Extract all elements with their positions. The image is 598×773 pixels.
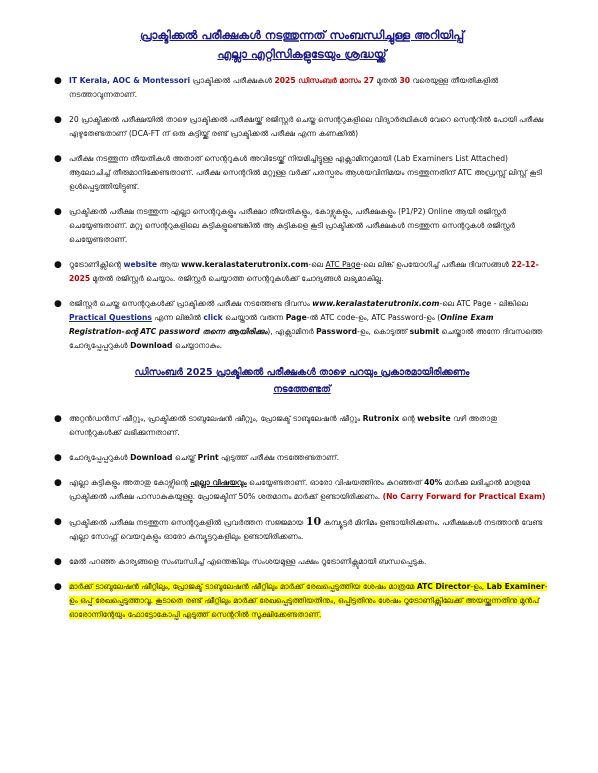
- bullet-icon: ●: [54, 154, 62, 164]
- highlighted-note: മാർക്ക് ടാബുലേഷൻ ഷീറ്റിലും, പ്രോജക്ട് ടാബുലേഷൻ ഷീറ്റിലും മാർക്ക് രേഖപ്പെടുത്തിയ ശേഷം മാത്രമേ ATC Director-ഉം, Lab Examiner-ഉം ഒപ്പ് രേഖപ്പെടുത്താവൂ. കൂടാതെ രണ്ട് ഷീറ്റിലും മാർക്ക് രേഖപ്പെടുത്തിയതിനും, ഒപ്പിട്ടതിനും ശേഷം റൂട്രോണിക്സിലേക്ക് അയയ്ക്കുന്നതിനു മുൻപ് ഓരോന്നിന്റേയും ഫോട്ടോകോപ്പി എടുത്ത് സെന്ററിൽ സൂക്ഷിക്കേണ്ടതാണ്.: [69, 582, 548, 619]
- section-heading: ഡിസംബർ 2025 പ്രാക്ടിക്കൽ പരീക്ഷകൾ താഴെ പറയും പ്രകാരമായിരിക്കണം നടത്തേണ്ടത്: [134, 367, 470, 395]
- instruction-list: [54, 74, 550, 353]
- website-link[interactable]: www.keralastaterutronix.com: [181, 260, 309, 269]
- bullet-icon: ●: [54, 260, 62, 270]
- list-item: ● മേൽ പറഞ്ഞ കാര്യങ്ങളെ സംബന്ധിച്ച് എന്തെങ്കിലും സംശയമുള്ള പക്ഷം റൂട്രോണിക്സുമായി ബന്ധപ്പെടുക.: [54, 557, 427, 567]
- list-item: ● പ്രാക്ടിക്കൽ പരീക്ഷ നടത്തുന്ന എല്ലാ സെന്ററുകളും പരീക്ഷാ തീയതികളും, കോഴ്സുകളും, പരീക്ഷകളും (P1/P2) Online ആയി രജിസ്റ്റർ ചെയ്യേണ്ടതാണ്. മറ്റു സെന്ററുകളിലെ കുട്ടികളുണ്ടെങ്കിൽ ആ കുട്ടികളെ കൂടി പ്രാക്ടിക്കൽ പരീക്ഷകൾ നടത്തുന്ന സെന്ററുകൾ രജിസ്റ്റർ ചെയ്യേണ്ടതാണ്.: [54, 207, 515, 244]
- list-item: ● IT Kerala, AOC & Montessori പ്രാക്ടിക്കൽ പരീക്ഷകൾ 2025 ഡിസംബർ മാസം 27 മുതൽ 30 വരെയുള്ള തീയതികളിൽ നടത്താവുന്നതാണ്.: [54, 76, 499, 99]
- bullet-icon: ●: [54, 414, 62, 424]
- list-item: ● പരീക്ഷ നടത്തുന്ന തീയതികൾ അതാത് സെന്ററുകൾ അവിടേയ്ക്ക് നിയമിച്ചിട്ടുള്ള എക്സാമിനറുമായി (Lab Examiners List Attached) ആലോചിച്ച് തീരുമാനിക്കേണ്ടതാണ്. പരീക്ഷ സെന്ററിൽ മറ്റുള്ള വർക്ക് പരസ്പരം ആശയവിനിമയം നടത്തുന്നതിന് ATC അഡ്രസ്സ് ലിസ്റ്റ് കൂടി ഉൾപ്പെടുത്തിയിട്ടുണ്ട്.: [54, 154, 542, 191]
- bullet-icon: ●: [54, 557, 62, 567]
- list-item: ● രജിസ്റ്റർ ചെയ്ത സെന്ററുകൾക്ക് പ്രാക്ടിക്കൽ പരീക്ഷ നടത്തേണ്ട ദിവസം www.keralastaterutronix.com-ലെ ATC Page - ലിങ്കിലെ Practical Questions എന്ന ലിങ്കിൽ click ചെയ്താൽ വരുന്ന Page-ൽ ATC code-ഉം, ATC Password-ഉം (Online Exam Registration-ന്റെ ATC password തന്നെ ആയിരിക്കും), എക്സാമിനർ Password-ഉം, കൊടുത്ത് submit ചെയ്താൽ അന്നേ ദിവസത്തെ ചോദ്യപ്പേപ്പറുകൾ Download ചെയ്യാനാകും.: [54, 299, 543, 350]
- list-item: ● റൂട്രോണിക്സിന്റെ website ആയ www.keralastaterutronix.com-ലെ ATC Page-ലെ ലിങ്ക് ഉപയോഗിച്ച് പരീക്ഷ ദിവസങ്ങൾ 22-12-2025 മുതൽ രജിസ്റ്റർ ചെയ്യാം. രജിസ്റ്റർ ചെയ്യാത്ത സെന്ററുകൾക്ക് ചോദ്യങ്ങൾ ലഭ്യമാകില്ല.: [54, 260, 539, 283]
- list-item: [54, 580, 550, 622]
- bullet-icon: ●: [54, 517, 62, 527]
- bullet-icon: ●: [54, 76, 62, 86]
- bullet-icon: ●: [54, 478, 62, 488]
- bullet-icon: ●: [54, 582, 62, 592]
- atc-page-link[interactable]: ATC Page: [325, 260, 361, 269]
- bullet-icon: ●: [54, 299, 62, 309]
- website-link[interactable]: www.keralastaterutronix.com: [312, 299, 440, 308]
- document-subtitle: എല്ലാ എറ്റിസികളുടേയും ശ്രദ്ധയ്ക്ക്: [217, 47, 387, 61]
- bullet-icon: ●: [54, 115, 62, 125]
- list-item: ● അറ്റൻഡൻസ് ഷീറ്റും, പ്രാക്ടിക്കൽ ടാബുലേഷൻ ഷീറ്റും, പ്രോജക്ട് ടാബുലേഷൻ ഷീറ്റും Rutronix ന്റെ website വഴി അതാതു സെന്ററുകൾക്ക് ലഭിക്കുന്നതാണ്.: [54, 414, 498, 437]
- list-item: ● ചോദ്യപ്പേപ്പറുകൾ Download ചെയ്ത് Print എടുത്ത് പരീക്ഷ നടത്തേണ്ടതാണ്.: [54, 453, 340, 463]
- list-item: ● പ്രാക്ടിക്കൽ പരീക്ഷ നടത്തുന്ന സെന്ററുകളിൽ പ്രവർത്തന സജ്ജമായ 10 കമ്പ്യൂട്ടർ മിനിമം ഉണ്ടായിരിക്കണം. പരീക്ഷകൾ നടത്താൻ വേണ്ട എല്ലാ സോഫ്റ്റ് വെയറുകളും ഓരോ കമ്പ്യൂട്ടറുകളിലും ഉണ്ടായിരിക്കണം.: [54, 515, 543, 541]
- list-item: ● എല്ലാ കുട്ടികളും അതാതു കോഴ്സിന്റെ എല്ലാ വിഷയവും ചെയ്യേണ്ടതാണ്. ഓരോ വിഷയത്തിനും കുറഞ്ഞത് 40% മാർക്കു ലഭിച്ചാൽ മാത്രമേ പ്രാക്ടിക്കൽ പരീക്ഷ പാസാകുകയുള്ളു. പ്രോജക്ടിന് 50% ശതമാനം മാർക്ക് ഉണ്ടായിരിക്കണം. (No Carry Forward for Practical Exam): [54, 478, 546, 501]
- practical-questions-link[interactable]: Practical Questions: [69, 313, 152, 322]
- list-item: ● 20 പ്രാക്ടിക്കൽ പരീക്ഷയിൽ താഴെ പ്രാക്ടിക്കൽ പരീക്ഷയ്ക്ക് രജിസ്റ്റർ ചെയ്ത സെന്ററുകളിലെ വിദ്യാർത്ഥികൾ വേറെ സെന്ററിൽ പോയി പരീക്ഷ എഴുതേണ്ടതാണ് (DCA-FT ന് ഒരു കുട്ടിയ്ക്ക് രണ്ട് പ്രാക്ടിക്കൽ പരീക്ഷ എന്ന കണക്കിൽ): [54, 115, 544, 138]
- bullet-icon: ●: [54, 207, 62, 217]
- document-title: പ്രാക്ടിക്കൽ പരീക്ഷകൾ നടത്തുന്നത് സംബന്ധിച്ചുള്ള അറിയിപ്പ്: [139, 28, 465, 42]
- exam-rules-list: [54, 412, 550, 622]
- bullet-icon: ●: [54, 453, 62, 463]
